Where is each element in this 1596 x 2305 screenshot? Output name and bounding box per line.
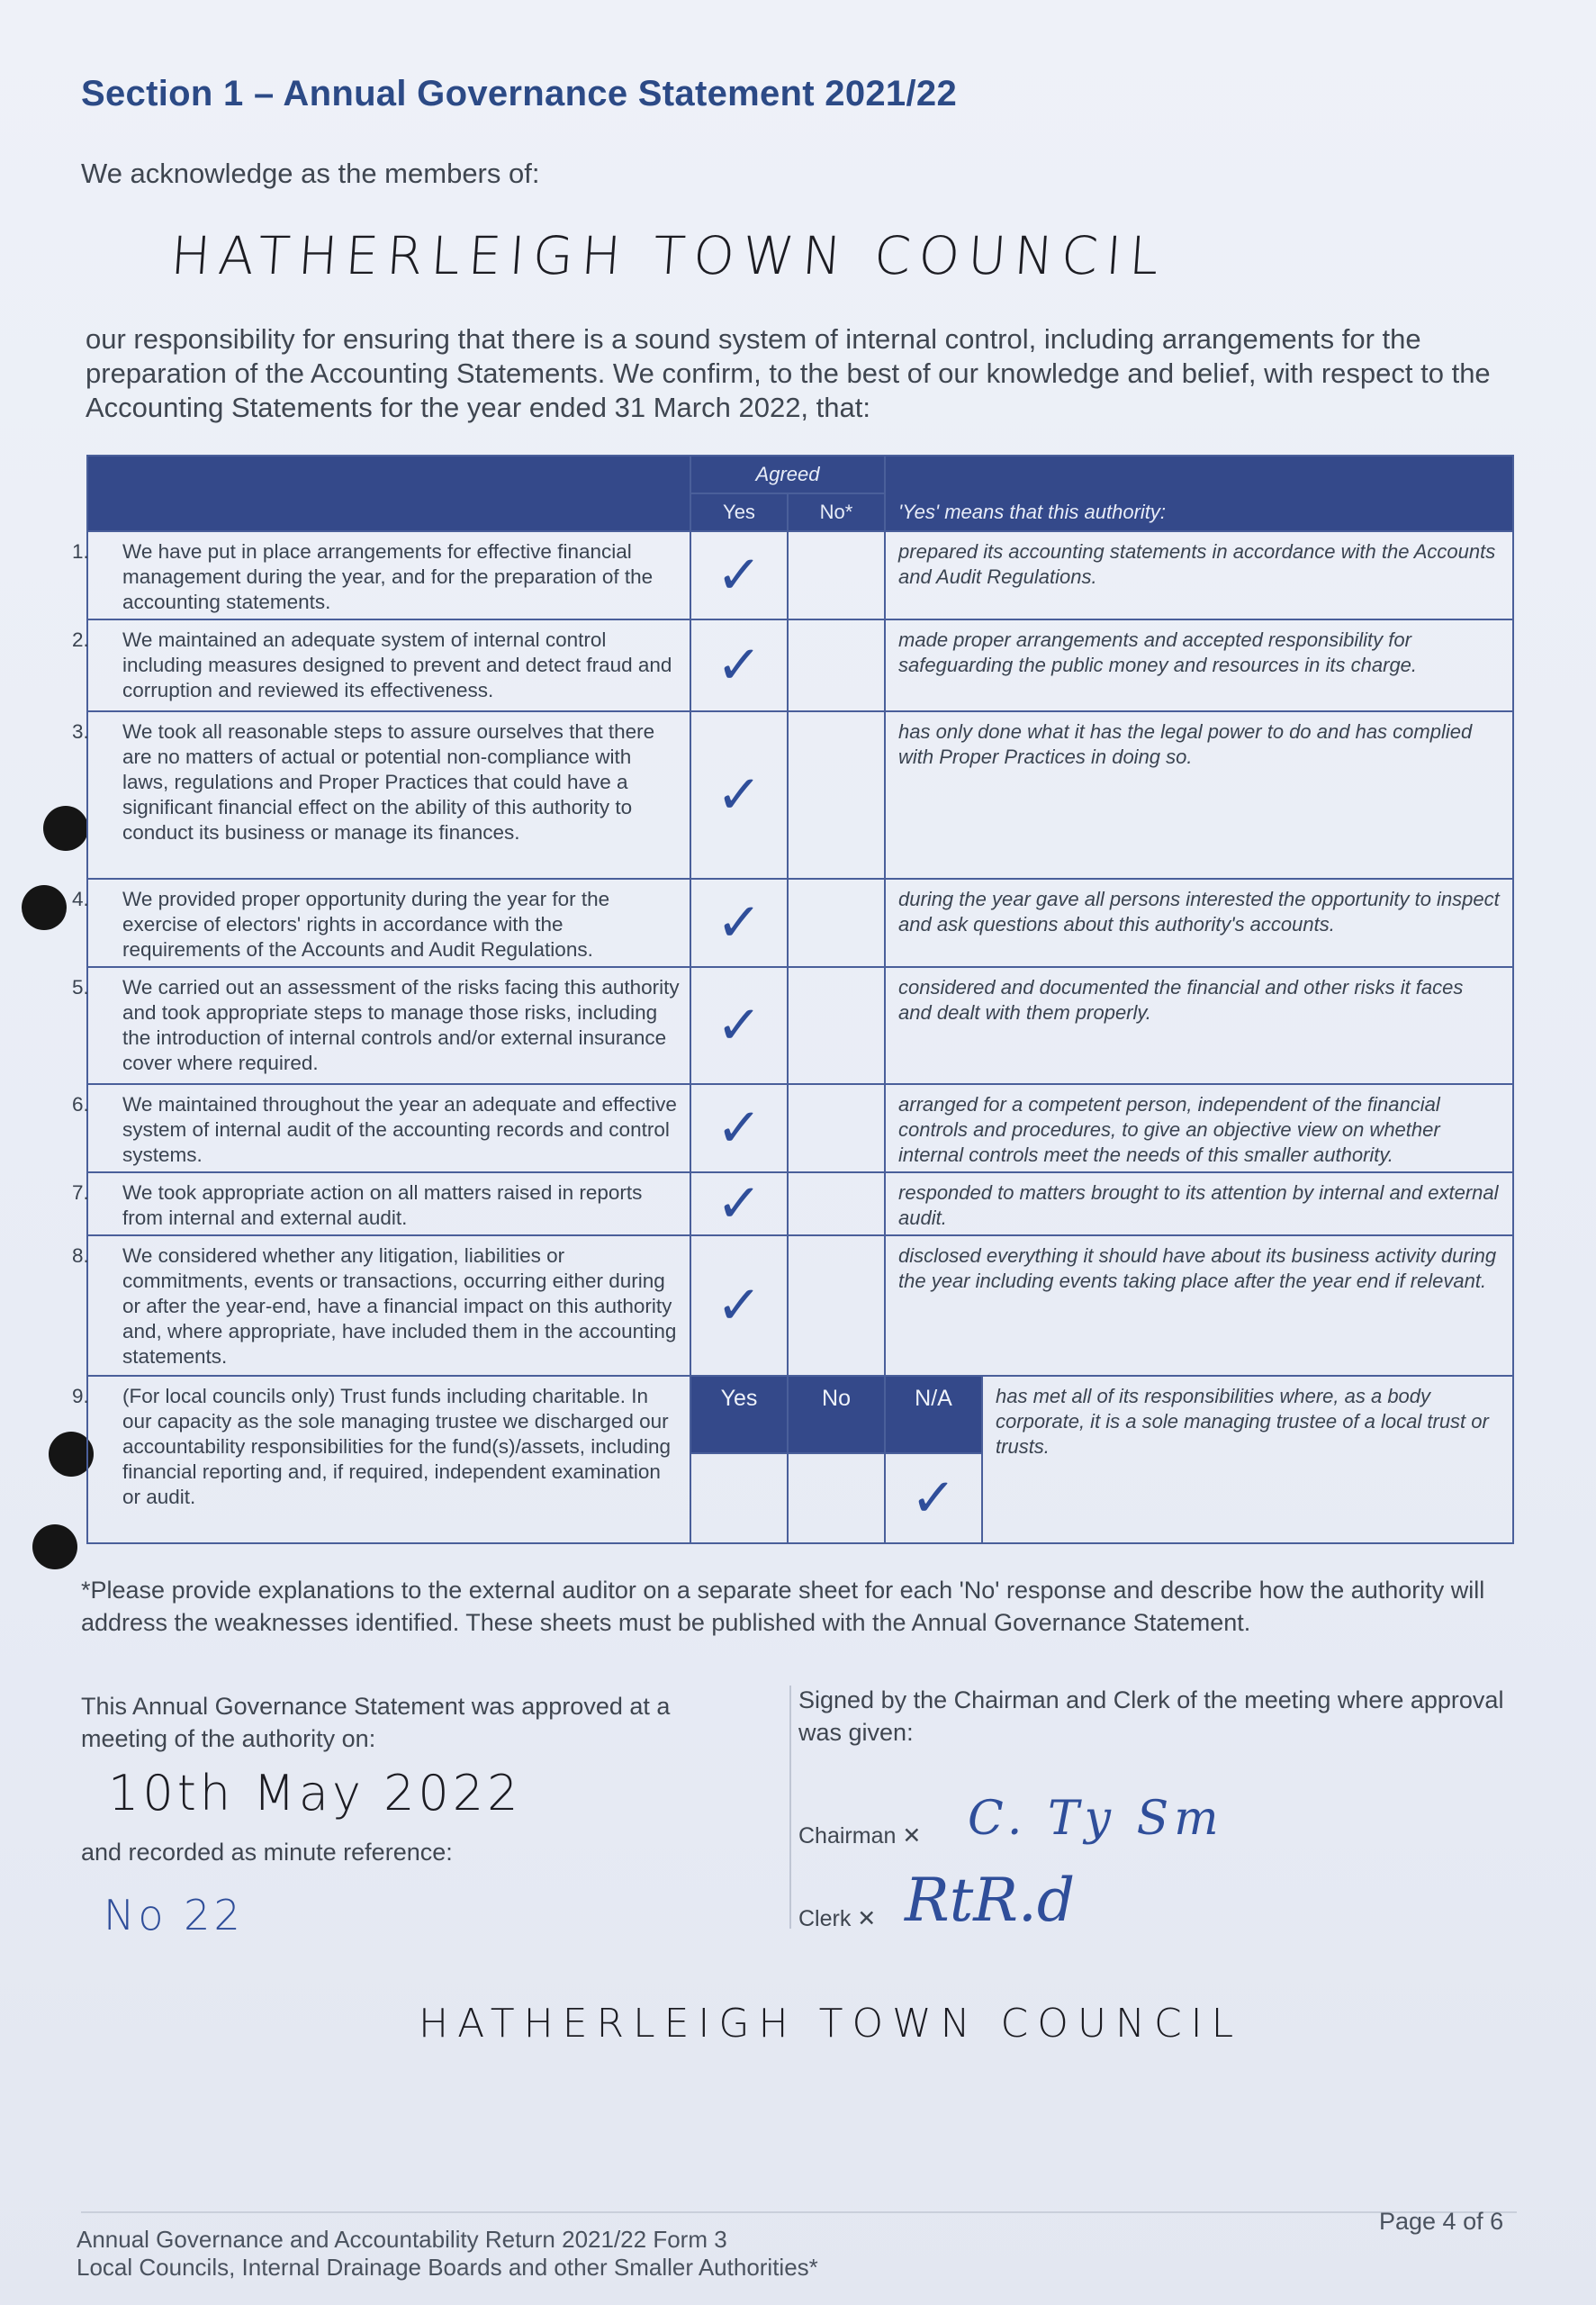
- clerk-signature[interactable]: RtR.d: [905, 1866, 1076, 1935]
- acknowledge-text: We acknowledge as the members of:: [81, 158, 540, 189]
- tick-mark-icon: ✓: [715, 763, 763, 827]
- tick-mark-icon: ✓: [715, 890, 763, 955]
- statement-text: We provided proper opportunity during the year for the exercise of electors' rights in accordance with the requirements of the Accounts and Audit Regulations.: [122, 888, 610, 961]
- yes-cell[interactable]: [690, 1172, 788, 1235]
- governance-table: [72, 455, 1514, 1544]
- yes-cell[interactable]: [690, 619, 788, 711]
- table-row: [87, 1235, 1513, 1376]
- means-cell: disclosed everything it should have about its business activity during the year including events taking place after the year end if relevant.: [885, 1235, 1513, 1376]
- table-row: [87, 1376, 1513, 1453]
- minute-reference-handwritten: No 22: [104, 1891, 244, 1939]
- tick-mark-icon: ✓: [715, 1096, 763, 1161]
- statement-number: 4.: [72, 888, 89, 910]
- no-cell[interactable]: [788, 1235, 885, 1376]
- yes-cell[interactable]: [690, 1235, 788, 1376]
- statement-number: 6.: [72, 1093, 89, 1116]
- no-cell[interactable]: [788, 619, 885, 711]
- tick-mark-icon: ✓: [715, 1273, 763, 1338]
- statement-text: (For local councils only) Trust funds including charitable. In our capacity as the sole managing trustee we discharged our accountability responsibilities for the fund(s)/assets, including financial reporting and, if required, independent examination or audit.: [122, 1385, 672, 1508]
- yes-cell[interactable]: [690, 531, 788, 619]
- trust-yes-header: Yes: [690, 1376, 788, 1453]
- no-cell[interactable]: [788, 531, 885, 619]
- footnote: *Please provide explanations to the external auditor on a separate sheet for each 'No' response and describe how the authority will address the weaknesses identified. These sheets must be published with the Annual Governance Statement.: [81, 1577, 1485, 1636]
- statement-text: We took appropriate action on all matters raised in reports from internal and external audit.: [122, 1181, 643, 1229]
- no-cell[interactable]: [788, 1172, 885, 1235]
- footer-line-2: Local Councils, Internal Drainage Boards and other Smaller Authorities*: [77, 2254, 818, 2281]
- statement-cell: [72, 531, 690, 619]
- statement-number: 7.: [72, 1181, 89, 1204]
- statement-cell: [72, 619, 690, 711]
- yes-cell[interactable]: [690, 1084, 788, 1172]
- table-row: [87, 711, 1513, 879]
- means-cell: during the year gave all persons interested the opportunity to inspect and ask questions about this authority's accounts.: [885, 879, 1513, 967]
- statement-text: We carried out an assessment of the risks facing this authority and took appropriate steps to manage those risks, including the introduction of internal controls and/or external insurance cover where required.: [122, 976, 680, 1074]
- trust-yes-cell[interactable]: [690, 1453, 788, 1543]
- table-body: [72, 531, 1513, 1376]
- tick-mark-icon: ✓: [715, 543, 763, 608]
- means-cell: prepared its accounting statements in accordance with the Accounts and Audit Regulations.: [885, 531, 1513, 619]
- footer-text: [77, 2226, 818, 2282]
- means-cell: made proper arrangements and accepted responsibility for safeguarding the public money and resources in its charge.: [885, 619, 1513, 711]
- statement-cell: [72, 711, 690, 879]
- statement-cell: [72, 1172, 690, 1235]
- no-cell[interactable]: [788, 711, 885, 879]
- yes-header: Yes: [690, 493, 788, 531]
- statement-cell: [72, 1376, 690, 1543]
- footer-line-1: Annual Governance and Accountability Return 2021/22 Form 3: [77, 2226, 727, 2253]
- minute-label: and recorded as minute reference:: [81, 1839, 453, 1866]
- tick-mark-icon: ✓: [715, 993, 763, 1058]
- statement-text: We maintained throughout the year an adequate and effective system of internal audit of the accounting records and control systems.: [122, 1093, 677, 1166]
- statement-text: We have put in place arrangements for effective financial management during the year, and for the preparation of the accounting statements.: [122, 540, 654, 613]
- chairman-label: Chairman ✕: [798, 1823, 922, 1849]
- yes-cell[interactable]: [690, 879, 788, 967]
- yes-cell[interactable]: [690, 967, 788, 1084]
- divider: [789, 1686, 791, 1929]
- means-cell: arranged for a competent person, independent of the financial controls and procedures, to give an objective view on whether internal controls meet the needs of this smaller authority.: [885, 1084, 1513, 1172]
- means-cell: has only done what it has the legal power to do and has complied with Proper Practices in doing so.: [885, 711, 1513, 879]
- statement-number: 5.: [72, 976, 89, 999]
- no-cell[interactable]: [788, 879, 885, 967]
- chairman-signature[interactable]: C. Ty Sm: [968, 1792, 1224, 1846]
- statement-cell: [72, 1084, 690, 1172]
- punch-hole: [43, 806, 88, 851]
- statement-cell: [72, 967, 690, 1084]
- statement-number: 8.: [72, 1244, 89, 1267]
- meeting-date-handwritten: 10th May 2022: [108, 1765, 522, 1821]
- yes-cell[interactable]: [690, 711, 788, 879]
- statement-number: 1.: [72, 540, 89, 563]
- trust-na-cell[interactable]: [885, 1453, 982, 1543]
- means-cell: responded to matters brought to its attention by internal and external audit.: [885, 1172, 1513, 1235]
- signed-label: Signed by the Chairman and Clerk of the meeting where approval was given:: [798, 1686, 1504, 1746]
- page-title: Section 1 – Annual Governance Statement 2021/22: [81, 74, 957, 113]
- trust-no-header: No: [788, 1376, 885, 1453]
- table-row: [87, 1084, 1513, 1172]
- table-row: [87, 967, 1513, 1084]
- authority-name-handwritten-bottom: HATHERLEIGH TOWN COUNCIL: [419, 2001, 1243, 2047]
- table-row: [87, 531, 1513, 619]
- trust-na-header: N/A: [885, 1376, 982, 1453]
- no-cell[interactable]: [788, 1084, 885, 1172]
- intro-paragraph: our responsibility for ensuring that there is a sound system of internal control, including arrangements for the preparation of the Accounting Statements. We confirm, to the best of our knowledge and belief, with respect to the Accounting Statements for the year ended 31 March 2022, that:: [86, 323, 1491, 423]
- footer-divider: [81, 2211, 1517, 2213]
- clerk-label: Clerk ✕: [798, 1906, 877, 1931]
- table-row: [87, 879, 1513, 967]
- statement-text: We took all reasonable steps to assure ourselves that there are no matters of actual or potential non-compliance with laws, regulations and Proper Practices that could have a significant financial effect on the ability of this authority to conduct its business or manage its finances.: [122, 720, 655, 844]
- authority-name-handwritten: HATHERLEIGH TOWN COUNCIL: [168, 225, 1169, 286]
- statement-cell: [72, 879, 690, 967]
- table-row: [87, 619, 1513, 711]
- statement-cell: [72, 1235, 690, 1376]
- statement-number: 2.: [72, 628, 89, 651]
- no-cell[interactable]: [788, 967, 885, 1084]
- statement-number: 3.: [72, 720, 89, 743]
- tick-mark-icon: ✓: [715, 1171, 763, 1236]
- punch-hole: [22, 885, 67, 930]
- agreed-header: Agreed: [690, 456, 885, 493]
- statement-text: We considered whether any litigation, liabilities or commitments, events or transactions, occurring either during or after the year-end, have a financial impact on this authority and, where appropriate, have included them in the accounting statements.: [122, 1244, 677, 1368]
- means-cell: has met all of its responsibilities where, as a body corporate, it is a sole managing trustee of a local trust or trusts.: [982, 1376, 1513, 1543]
- table-header-blank: [87, 456, 690, 531]
- page-number: Page 4 of 6: [1379, 2208, 1504, 2235]
- tick-mark-icon: ✓: [715, 633, 763, 698]
- tick-mark-icon: ✓: [909, 1466, 958, 1531]
- punch-hole: [32, 1524, 77, 1569]
- trust-no-cell[interactable]: [788, 1453, 885, 1543]
- no-header: No*: [788, 493, 885, 531]
- statement-text: We maintained an adequate system of internal control including measures designed to prevent and detect fraud and corruption and reviewed its effectiveness.: [122, 628, 672, 701]
- means-header: 'Yes' means that this authority:: [885, 456, 1513, 531]
- approved-label: This Annual Governance Statement was approved at a meeting of the authority on:: [81, 1693, 671, 1752]
- statement-number: 9.: [72, 1385, 89, 1407]
- table-row: [87, 1172, 1513, 1235]
- means-cell: considered and documented the financial and other risks it faces and dealt with them properly.: [885, 967, 1513, 1084]
